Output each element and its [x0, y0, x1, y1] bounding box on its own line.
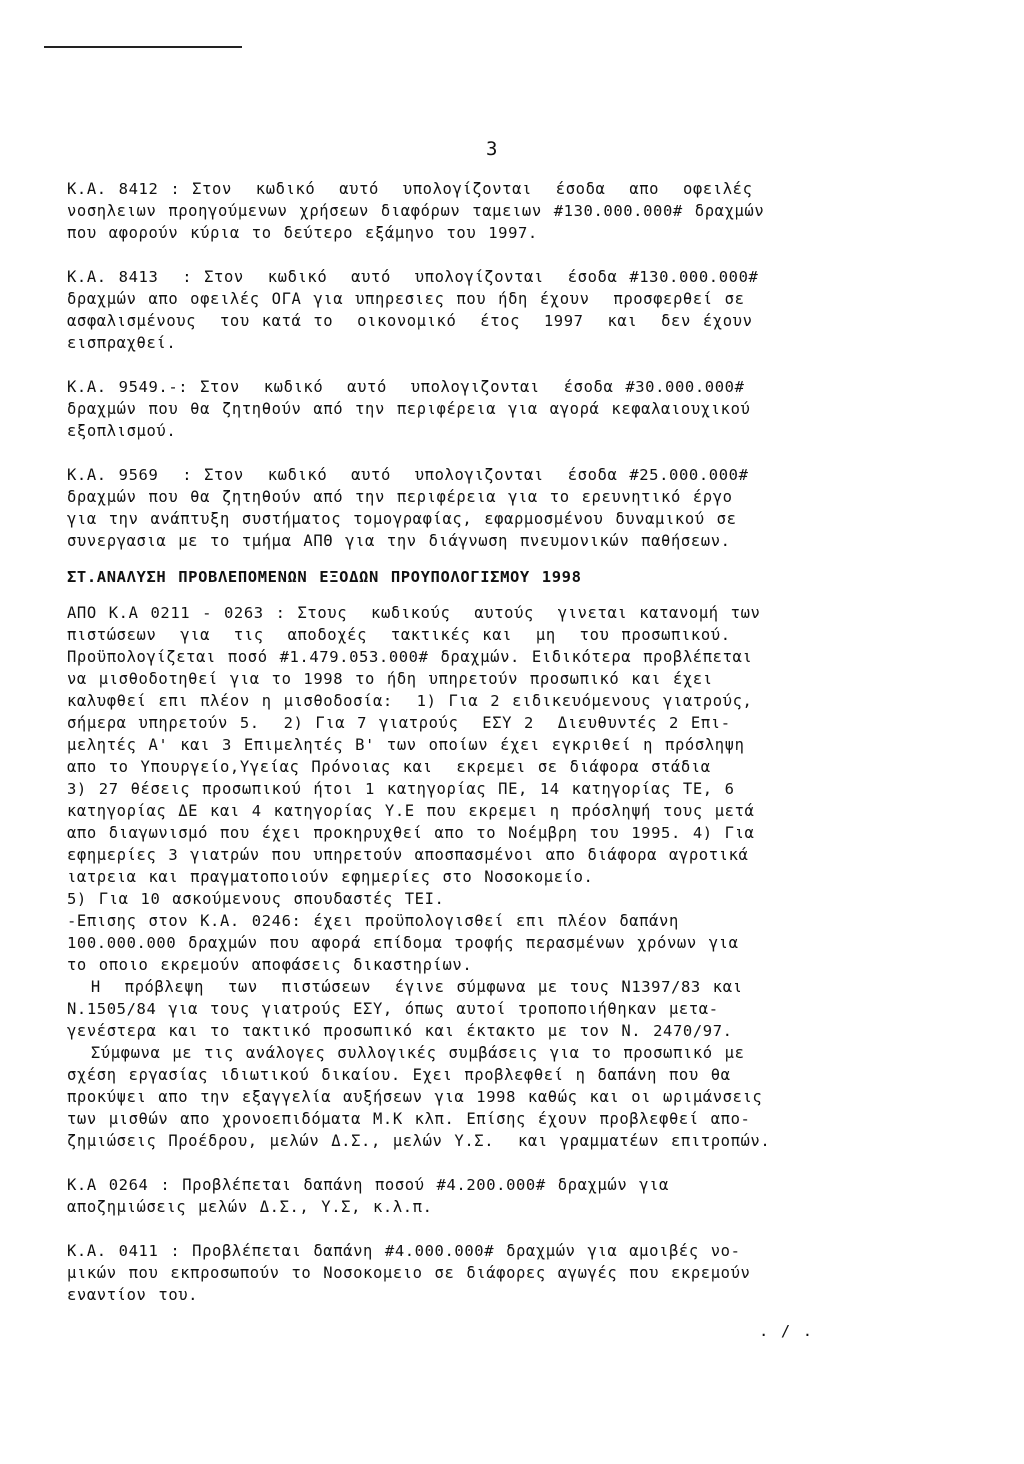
paragraph-ka-0264: [67, 1174, 967, 1218]
paragraph-expenses-analysis: [67, 602, 967, 1152]
text-line: σήμερα υπηρετούν 5. 2) Για 7 γιατρούς ΕΣΥ 2 Διευθυντές 2 Επι-: [67, 714, 731, 732]
text-line: εναντίον του.: [67, 1286, 199, 1304]
text-line: Η πρόβλεψη των πιστώσεων έγινε σύμφωνα με τους Ν1397/83 και: [67, 978, 743, 996]
text-line: κατηγορίας ΔΕ και 4 κατηγορίας Υ.Ε που εκρεμει η πρόσληψή τους μετά: [67, 802, 755, 820]
continuation-text: . / .: [67, 1322, 813, 1340]
text-line: Κ.Α. 8413 : Στον κωδικό αυτό υπολογίζονται έσοδα #130.000.000#: [67, 268, 759, 286]
text-line: Κ.Α. 8412 : Στον κωδικό αυτό υπολογίζονται έσοδα απο οφειλές: [67, 180, 753, 198]
text-line: των μισθών απο χρονοεπιδόματα Μ.Κ κλπ. Επίσης έχουν προβλεφθεί απο-: [67, 1110, 751, 1128]
text-line: απο διαγωνισμό που έχει προκηρυχθεί απο το Νοέμβρη του 1995. 4) Για: [67, 824, 755, 842]
text-line: 100.000.000 δραχμών που αφορά επίδομα τροφής περασμένων χρόνων για: [67, 934, 739, 952]
text-line: Σύμφωνα με τις ανάλογες συλλογικές συμβάσεις για το προσωπικό με: [67, 1044, 745, 1062]
text-line: εισπραχθεί.: [67, 334, 177, 352]
text-line: Κ.Α. 9569 : Στον κωδικό αυτό υπολογιζονται έσοδα #25.000.000#: [67, 466, 749, 484]
text-line: Ν.1505/84 για τους γιατρούς ΕΣΥ, όπως αυτοί τροποποιήθηκαν μετα-: [67, 1000, 719, 1018]
text-line: για την ανάπτυξη συστήματος τομογραφίας, εφαρμοσμένου δυναμικού σε: [67, 510, 737, 528]
text-line: δραχμών που θα ζητηθούν από την περιφέρεια για το ερευνητικό έργο: [67, 488, 733, 506]
section-heading: [67, 566, 967, 588]
text-line: -Επισης στον Κ.Α. 0246: έχει προϋπολογισθεί επι πλέον δαπάνη: [67, 912, 679, 930]
text-line: Προϋπολογίζεται ποσό #1.479.053.000# δραχμών. Ειδικότερα προβλέπεται: [67, 648, 753, 666]
text-line: το οποιο εκρεμούν αποφάσεις δικαστηρίων.: [67, 956, 473, 974]
text-line: μελητές Α' και 3 Επιμελητές Β' των οποίων έχει εγκριθεί η πρόσληψη: [67, 736, 745, 754]
document-body: [67, 178, 967, 1342]
text-line: εξοπλισμού.: [67, 422, 177, 440]
paragraph-ka-0411: [67, 1240, 967, 1306]
text-line: καλυφθεί επι πλέον η μισθοδοσία: 1) Για 2 ειδικευόμενους γιατρούς,: [67, 692, 753, 710]
text-line: δραχμών που θα ζητηθούν από την περιφέρεια για αγορά κεφαλαιουχικού: [67, 400, 751, 418]
text-line: πιστώσεων για τις αποδοχές τακτικές και μη του προσωπικού.: [67, 626, 731, 644]
text-line: 3) 27 θέσεις προσωπικού ήτοι 1 κατηγορίας ΠΕ, 14 κατηγορίας ΤΕ, 6: [67, 780, 735, 798]
text-line: ιατρεια και πραγματοποιούν εφημερίες στο Νοσοκομείο.: [67, 868, 594, 886]
top-rule: [44, 46, 242, 48]
section-title: ΣΤ.ΑΝΑΛΥΣΗ ΠΡΟΒΛΕΠΟΜΕΝΩΝ ΕΞΟΔΩΝ ΠΡΟΥΠΟΛΟΓΙΣΜΟΥ 1998: [67, 568, 582, 586]
text-line: γενέστερα και το τακτικό προσωπικό και έκτακτο με τον Ν. 2470/97.: [67, 1022, 733, 1040]
text-line: μικών που εκπροσωπούν το Νοσοκομειο σε διάφορες αγωγές που εκρεμούν: [67, 1264, 751, 1282]
text-line: νοσηλειων προηγούμενων χρήσεων διαφόρων ταμειων #130.000.000# δραχμών: [67, 202, 765, 220]
paragraph-ka-8412: [67, 178, 967, 244]
page-number: 3: [486, 138, 498, 160]
text-line: απο το Υπουργείο,Υγείας Πρόνοιας και εκρεμει σε διάφορα στάδια: [67, 758, 711, 776]
text-line: ζημιώσεις Προέδρου, μελών Δ.Σ., μελών Υ.Σ. και γραμματέων επιτροπών.: [67, 1132, 771, 1150]
paragraph-ka-8413: [67, 266, 967, 354]
text-line: αποζημιώσεις μελών Δ.Σ., Υ.Σ, κ.λ.π.: [67, 1198, 433, 1216]
text-line: 5) Για 10 ασκούμενους σπουδαστές ΤΕΙ.: [67, 890, 445, 908]
page-continuation-mark: [67, 1320, 967, 1342]
text-line: δραχμών απο οφειλές ΟΓΑ για υπηρεσιες που ήδη έχουν προσφερθεί σε: [67, 290, 745, 308]
text-line: να μισθοδοτηθεί για το 1998 το ήδη υπηρετούν προσωπικό και έχει: [67, 670, 713, 688]
text-line: σχέση εργασίας ιδιωτικού δικαίου. Εχει προβλεφθεί η δαπάνη που θα: [67, 1066, 731, 1084]
paragraph-ka-9549: [67, 376, 967, 442]
text-line: Κ.Α. 9549.-: Στον κωδικό αυτό υπολογιζονται έσοδα #30.000.000#: [67, 378, 745, 396]
text-line: Κ.Α. 0411 : Προβλέπεται δαπάνη #4.000.000# δραχμών για αμοιβές νο-: [67, 1242, 741, 1260]
text-line: ασφαλισμένους του κατά το οικονομικό έτος 1997 και δεν έχουν: [67, 312, 753, 330]
text-line: Κ.Α 0264 : Προβλέπεται δαπάνη ποσού #4.200.000# δραχμών για: [67, 1176, 669, 1194]
text-line: εφημερίες 3 γιατρών που υπηρετούν αποσπασμένοι απο διάφορα αγροτικά: [67, 846, 749, 864]
paragraph-ka-9569: [67, 464, 967, 552]
text-line: προκύψει απο την εξαγγελία αυξήσεων για 1998 καθώς και οι ωριμάνσεις: [67, 1088, 763, 1106]
text-line: που αφορούν κύρια το δεύτερο εξάμηνο του 1997.: [67, 224, 538, 242]
text-line: ΑΠΟ Κ.Α 0211 - 0263 : Στους κωδικούς αυτούς γινεται κατανομή των: [67, 604, 761, 622]
text-line: συνεργασια με το τμήμα ΑΠΘ για την διάγνωση πνευμονικών παθήσεων.: [67, 532, 731, 550]
